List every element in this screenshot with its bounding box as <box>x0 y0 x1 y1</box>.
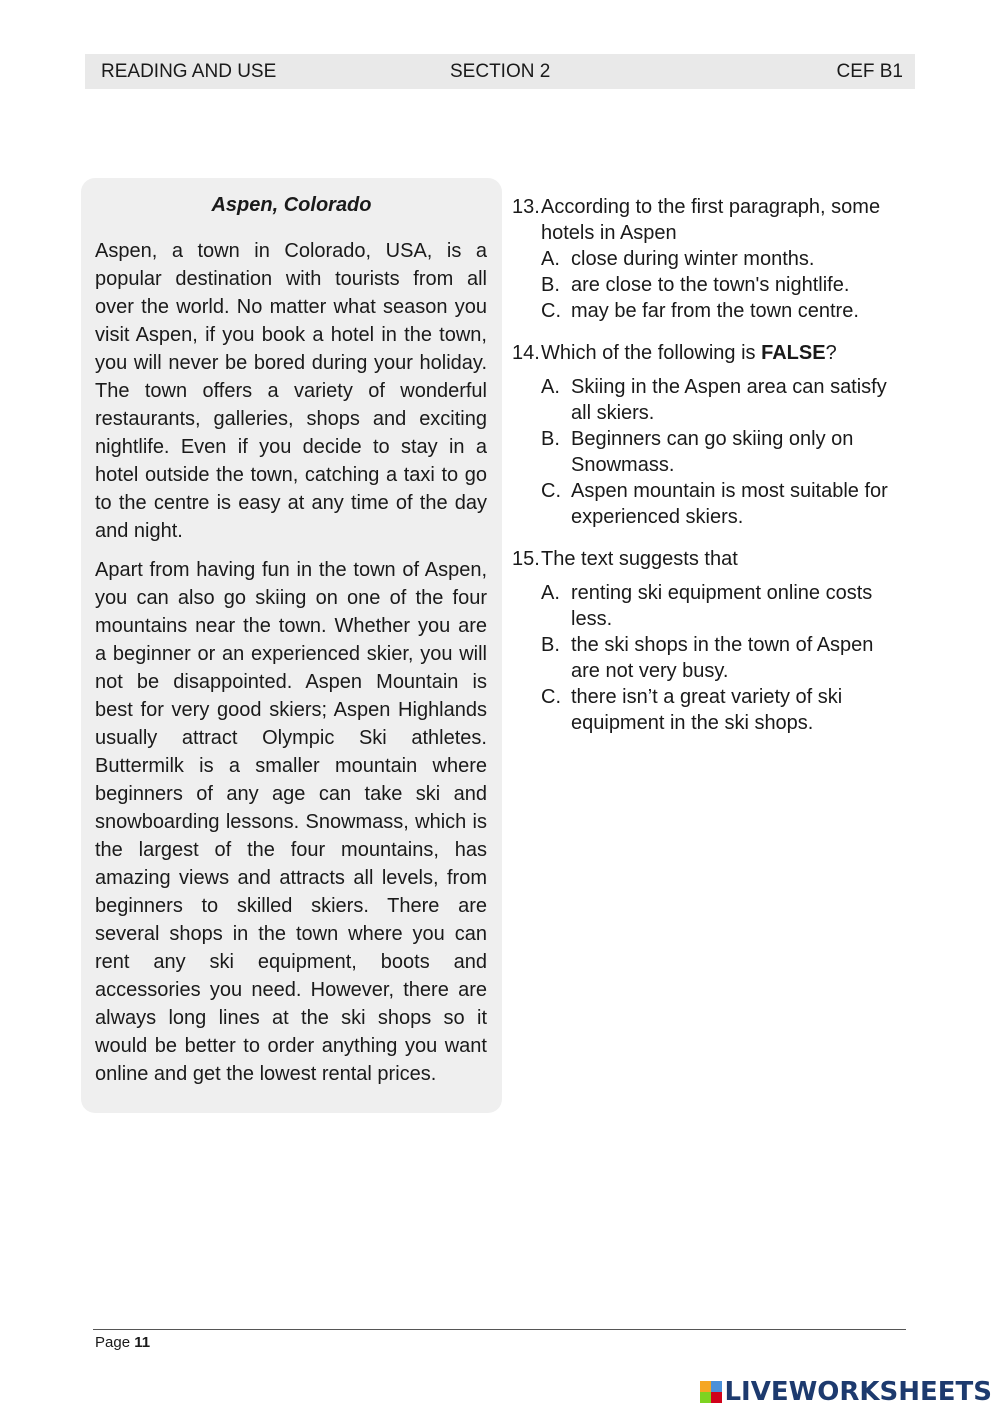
question-stem <box>512 194 907 246</box>
option-text: are close to the town's nightlife. <box>571 274 850 296</box>
footer-divider <box>93 1329 906 1330</box>
question-15 <box>512 546 907 736</box>
option-letter: B. <box>541 274 560 296</box>
answer-option-a[interactable] <box>512 246 907 272</box>
logo-tile <box>700 1392 711 1403</box>
passage-title: Aspen, Colorado <box>211 194 372 216</box>
question-stem <box>512 546 907 572</box>
passage-paragraph: Aspen, a town in Colorado, USA, is a popular destination with tourists from all over the world. No matter what season you visit Aspen, if you book a hotel in the town, you will never be bored during your holiday. The town offers a variety of wonderful restaurants, galleries, shops and exciting nightlife. Even if you decide to stay in a hotel outside the town, catching a taxi to go to the centre is easy at any time of the day and night. <box>95 240 487 542</box>
option-letter: A. <box>541 376 560 398</box>
option-letter: A. <box>541 582 560 604</box>
answer-option-a[interactable] <box>512 580 907 632</box>
option-letter: C. <box>541 480 561 502</box>
page-number-label <box>95 1334 150 1351</box>
page-label: Page <box>95 1334 131 1351</box>
answer-option-c[interactable] <box>512 298 907 324</box>
option-letter: B. <box>541 634 560 656</box>
question-number: 14. <box>512 342 540 364</box>
question-number: 15. <box>512 548 540 570</box>
header-level: CEF B1 <box>836 61 903 82</box>
option-text: Beginners can go skiing only on Snowmass. <box>571 428 854 476</box>
question-13 <box>512 194 907 324</box>
header-section-name: READING AND USE <box>101 61 277 82</box>
question-14 <box>512 340 907 530</box>
answer-option-b[interactable] <box>512 272 907 298</box>
liveworksheets-logo-icon <box>700 1381 722 1403</box>
watermark-text: LIVEWORKSHEETS <box>724 1377 992 1407</box>
header-section-number: SECTION 2 <box>450 61 551 82</box>
answer-option-b[interactable] <box>512 426 907 478</box>
logo-tile <box>711 1392 722 1403</box>
option-text: there isn’t a great variety of ski equipment in the ski shops. <box>571 686 843 734</box>
question-text-start: Which of the following is <box>541 342 762 364</box>
option-text: Aspen mountain is most suitable for experienced skiers. <box>571 480 888 528</box>
page-number: 11 <box>134 1334 151 1351</box>
option-text: the ski shops in the town of Aspen are not very busy. <box>571 634 874 682</box>
question-text: According to the first paragraph, some hotels in Aspen <box>541 196 881 244</box>
option-text: may be far from the town centre. <box>571 300 859 322</box>
liveworksheets-watermark[interactable] <box>700 1377 992 1407</box>
logo-tile <box>711 1381 722 1392</box>
emphasis-false: FALSE <box>761 342 826 364</box>
question-number: 13. <box>512 196 540 218</box>
answer-option-a[interactable] <box>512 374 907 426</box>
option-text: Skiing in the Aspen area can satisfy all skiers. <box>571 376 887 424</box>
answer-option-c[interactable] <box>512 478 907 530</box>
option-letter: C. <box>541 686 561 708</box>
question-text: The text suggests that <box>541 548 738 570</box>
option-text: renting ski equipment online costs less. <box>571 582 873 630</box>
questions-list <box>512 194 907 752</box>
option-letter: A. <box>541 248 560 270</box>
logo-tile <box>700 1381 711 1392</box>
option-letter: B. <box>541 428 560 450</box>
passage-paragraph: Apart from having fun in the town of Aspen, you can also go skiing on one of the four mountains near the town. Whether you are a beginner or an experienced skier, you will not be disappointed. Aspen Mountain is best for very good skiers; Aspen Highlands usually attract Olympic Ski athletes. Buttermilk is a smaller mountain where beginners of any age can take ski and snowboarding lessons. Snowmass, which is the largest of the four mountains, has amazing views and attracts all levels, from beginners to skilled skiers. There are several shops in the town where you can rent any ski equipment, boots and accessories you need. However, there are always long lines at the ski shops so it would be better to order anything you want online and get the lowest rental prices. <box>95 559 487 1085</box>
question-text <box>541 340 907 366</box>
answer-option-b[interactable] <box>512 632 907 684</box>
question-stem <box>512 340 907 366</box>
option-text: close during winter months. <box>571 248 815 270</box>
answer-option-c[interactable] <box>512 684 907 736</box>
option-letter: C. <box>541 300 561 322</box>
question-text-end: ? <box>825 342 837 364</box>
